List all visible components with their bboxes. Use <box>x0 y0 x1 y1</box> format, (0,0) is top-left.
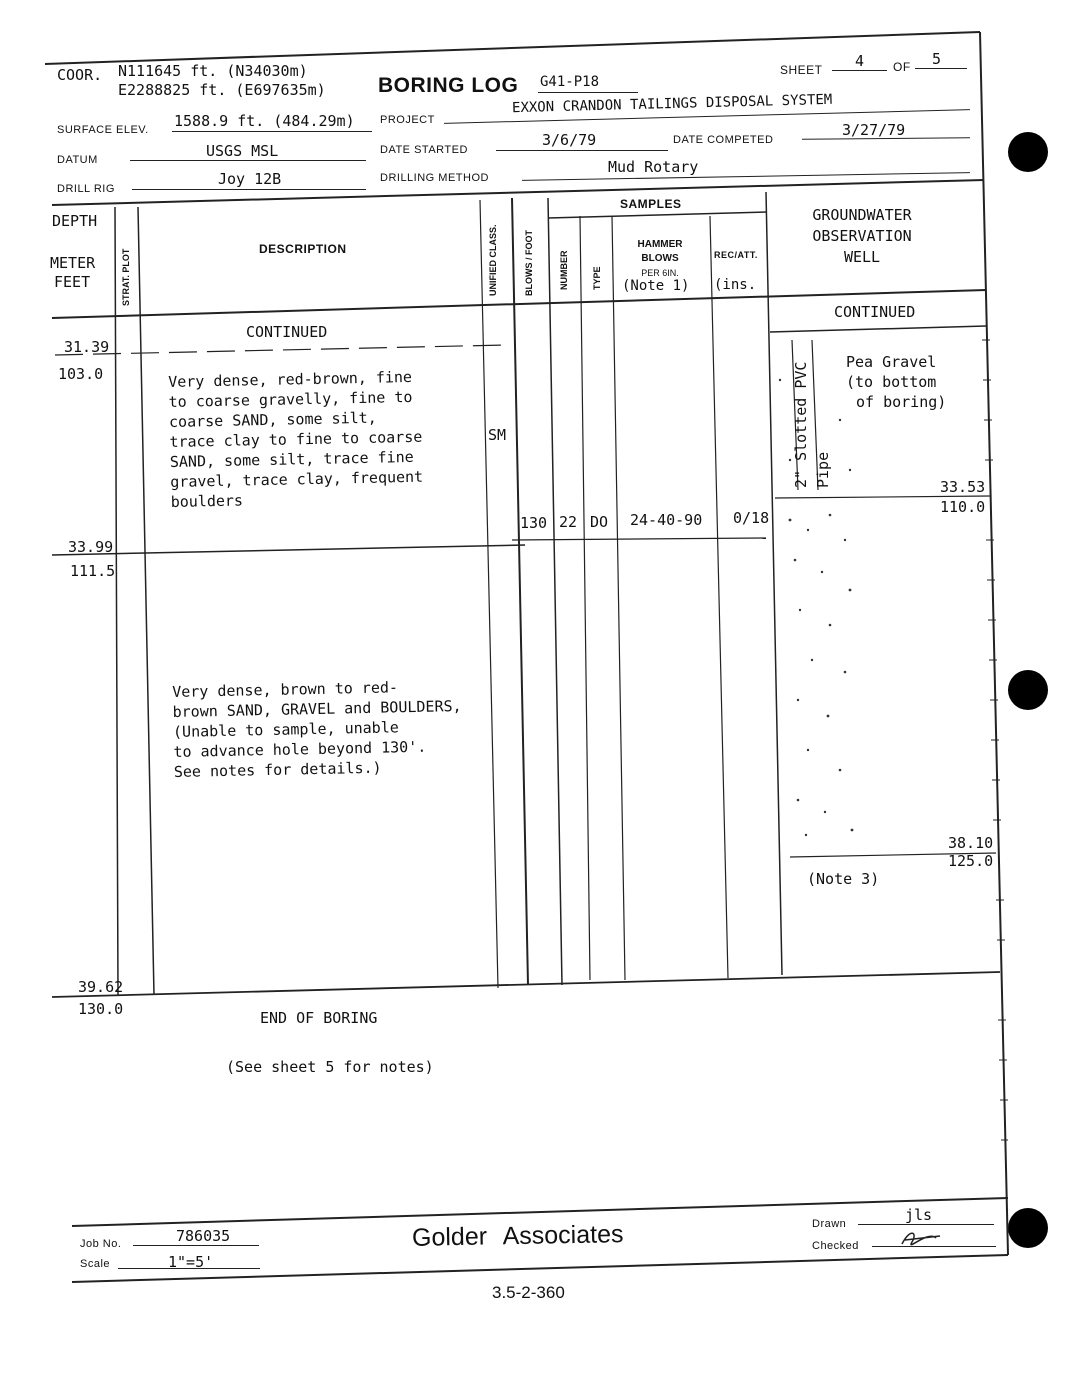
depth1-meter: 31.39 <box>64 338 110 356</box>
sample-number: 22 <box>559 513 578 531</box>
sample-type: DO <box>590 513 609 531</box>
samples-header: SAMPLES <box>620 197 682 211</box>
job-no: 786035 <box>176 1227 231 1245</box>
sample-blows-foot: 130 <box>520 514 548 532</box>
description-header: DESCRIPTION <box>259 242 347 256</box>
sheet-total: 5 <box>932 50 942 68</box>
blows-foot-header: BLOWS / FOOT <box>524 230 534 296</box>
depth3-meter: 39.62 <box>78 978 124 996</box>
unified-class-value: SM <box>488 426 507 444</box>
sample-recovery: 0/18 <box>733 509 770 527</box>
well-header-line3: WELL <box>843 248 881 266</box>
page-number: 3.5-2-360 <box>492 1283 565 1302</box>
desc2-line: brown SAND, GRAVEL and BOULDERS, <box>172 696 462 721</box>
feet-header: FEET <box>54 273 91 291</box>
drill-rig: Joy 12B <box>218 170 282 188</box>
job-no-label: Job No. <box>80 1238 122 1250</box>
date-started: 3/6/79 <box>542 131 597 149</box>
well-depth1-meter: 33.53 <box>940 478 986 496</box>
drawn-label: Drawn <box>812 1218 847 1230</box>
rec-units-header: (ins. <box>714 277 757 293</box>
desc2-line: See notes for details.) <box>173 758 382 781</box>
depth2-feet: 111.5 <box>70 562 116 580</box>
desc2-line: Very dense, brown to red- <box>172 678 399 701</box>
gravel-line: of boring) <box>856 393 947 411</box>
datum-value: USGS MSL <box>206 142 279 160</box>
desc1-line: Very dense, red-brown, fine <box>168 367 413 391</box>
desc2-line: to advance hole beyond 130'. <box>173 737 427 761</box>
depth-header: DEPTH <box>52 212 98 230</box>
hammer-header-line2: BLOWS <box>641 253 679 264</box>
depth1-feet: 103.0 <box>58 365 104 383</box>
log-id: G41-P18 <box>540 74 600 90</box>
number-header: NUMBER <box>559 250 569 290</box>
coor-east: E2288825 ft. (E697635m) <box>118 81 326 99</box>
end-of-boring: END OF BORING <box>260 1009 378 1027</box>
well-header-line1: GROUNDWATER <box>812 206 912 224</box>
drill-rig-label: DRILL RIG <box>57 183 115 195</box>
datum-label: DATUM <box>57 154 98 166</box>
drilling-method-label: DRILLING METHOD <box>380 172 489 184</box>
project-label: PROJECT <box>380 114 435 126</box>
hammer-note: (Note 1) <box>622 278 690 294</box>
hammer-header-line3: PER 6IN. <box>641 268 679 278</box>
depth2-meter: 33.99 <box>68 538 114 556</box>
form-title: BORING LOG <box>378 74 519 97</box>
unified-class-header: UNIFIED CLASS. <box>488 224 498 296</box>
desc2-line: (Unable to sample, unable <box>172 718 399 741</box>
company-name: Golder Associates <box>411 1220 624 1252</box>
desc1-line: trace clay to fine to coarse <box>169 427 423 451</box>
checked-label: Checked <box>812 1240 859 1252</box>
scale-value: 1"=5' <box>168 1253 214 1271</box>
date-completed: 3/27/79 <box>842 121 906 139</box>
well-depth2-meter: 38.10 <box>948 834 994 852</box>
drilling-method: Mud Rotary <box>608 158 699 176</box>
of-label: OF <box>893 60 911 74</box>
desc1-line: coarse SAND, some silt, <box>168 408 377 431</box>
strat-plot-header: STRAT. PLOT <box>121 248 131 306</box>
sheet-number: 4 <box>855 52 865 70</box>
desc1-line: gravel, trace clay, frequent <box>170 467 424 491</box>
gravel-line: (to bottom <box>846 373 937 391</box>
well-continued-label: CONTINUED <box>834 303 916 321</box>
date-started-label: DATE STARTED <box>380 144 468 156</box>
coor-north: N111645 ft. (N34030m) <box>118 62 308 80</box>
note3-label: (Note 3) <box>807 870 880 888</box>
surface-elev-label: SURFACE ELEV. <box>57 124 149 136</box>
date-completed-label: DATE COMPETED <box>673 134 774 146</box>
rec-att-header: REC/ATT. <box>714 250 758 260</box>
meter-header: METER <box>50 254 96 272</box>
sample-hammer-blows: 24-40-90 <box>630 511 703 529</box>
drawn-initials: jls <box>905 1206 933 1224</box>
gravel-line: Pea Gravel <box>846 353 937 371</box>
hammer-header-line1: HAMMER <box>637 239 683 250</box>
well-depth2-feet: 125.0 <box>948 852 994 870</box>
pipe-label: 2" Slotted PVC Pipe <box>792 361 832 488</box>
desc1-line: boulders <box>170 491 244 511</box>
well-header-line2: OBSERVATION <box>812 227 912 245</box>
type-header: TYPE <box>592 266 602 290</box>
desc1-line: SAND, some silt, trace fine <box>169 447 414 471</box>
project-name: EXXON CRANDON TAILINGS DISPOSAL SYSTEM <box>511 91 833 117</box>
checked-underline <box>872 1246 996 1247</box>
continued-label: CONTINUED <box>246 323 328 341</box>
desc1-line: to coarse gravelly, fine to <box>168 387 413 411</box>
coor-label: COOR. <box>57 66 103 84</box>
see-notes: (See sheet 5 for notes) <box>226 1058 434 1076</box>
depth3-feet: 130.0 <box>78 1000 124 1018</box>
sheet-label: SHEET <box>780 63 823 77</box>
scale-label: Scale <box>80 1258 111 1270</box>
well-depth1-feet: 110.0 <box>940 498 986 516</box>
surface-elev: 1588.9 ft. (484.29m) <box>174 112 355 130</box>
